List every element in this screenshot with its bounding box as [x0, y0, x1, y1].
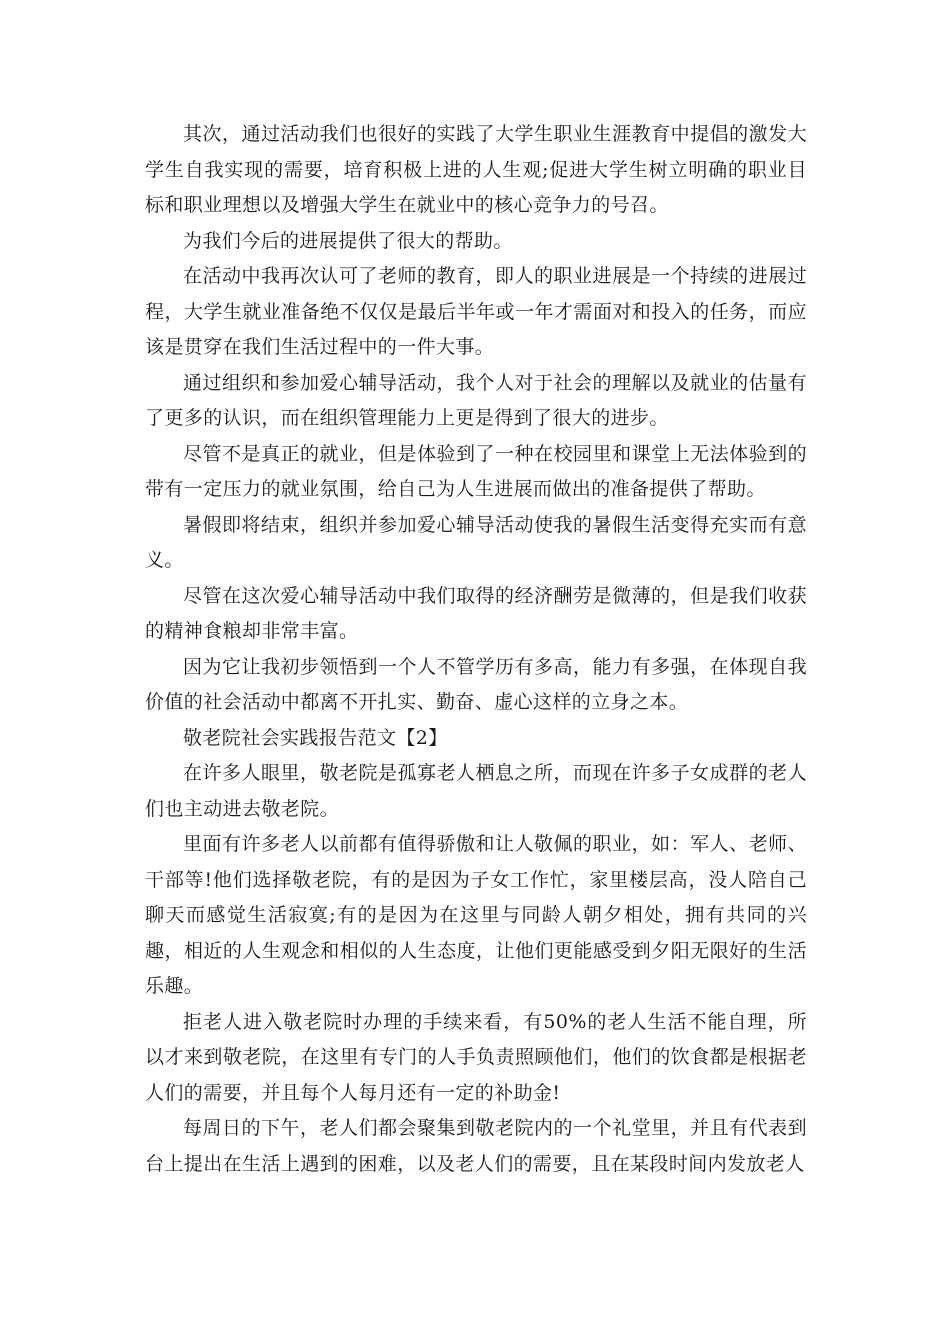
document-body — [145, 117, 807, 1182]
paragraph-2: 为我们今后的进展提供了很大的帮助。 — [183, 229, 513, 252]
paragraph-8: 因为它让我初步领悟到一个人不管学历有多高，能力有多强，在体现自我价值的社会活动中都离不开扎实、勤奋、虚心这样的立身之本。 — [145, 655, 807, 713]
paragraph-10: 在许多人眼里，敬老院是孤寡老人栖息之所，而现在许多子女成群的老人们也主动进去敬老院。 — [145, 762, 807, 820]
paragraph-11: 里面有许多老人以前都有值得骄傲和让人敬佩的职业，如：军人、老师、干部等!他们选择敬老院，有的是因为子女工作忙，家里楼层高，没人陪自己聊天而感觉生活寂寞;有的是因为在这里与同龄人朝夕相处，拥有共同的兴趣，相近的人生观念和相似的人生态度，让他们更能感受到夕阳无限好的生活乐趣。 — [145, 833, 807, 997]
paragraph-1: 其次，通过活动我们也很好的实践了大学生职业生涯教育中提倡的激发大学生自我实现的需要，培育积极上进的人生观;促进大学生树立明确的职业目标和职业理想以及增强大学生在就业中的核心竞争力的号召。 — [145, 123, 807, 216]
paragraph-5: 尽管不是真正的就业，但是体验到了一种在校园里和课堂上无法体验到的带有一定压力的就业氛围，给自己为人生进展而做出的准备提供了帮助。 — [145, 442, 807, 500]
paragraph-3: 在活动中我再次认可了老师的教育，即人的职业进展是一个持续的进展过程，大学生就业准备绝不仅仅是最后半年或一年才需面对和投入的任务，而应该是贯穿在我们生活过程中的一件大事。 — [145, 265, 807, 358]
section-heading: 敬老院社会实践报告范文【2】 — [183, 726, 448, 749]
paragraph-4: 通过组织和参加爱心辅导活动，我个人对于社会的理解以及就业的估量有了更多的认识，而在组织管理能力上更是得到了很大的进步。 — [145, 371, 807, 429]
paragraph-6: 暑假即将结束，组织并参加爱心辅导活动使我的暑假生活变得充实而有意义。 — [145, 513, 807, 571]
paragraph-7: 尽管在这次爱心辅导活动中我们取得的经济酬劳是微薄的，但是我们收获的精神食粮却非常丰富。 — [145, 584, 807, 642]
paragraph-12: 拒老人进入敬老院时办理的手续来看，有50%的老人生活不能自理，所以才来到敬老院，在这里有专门的人手负责照顾他们，他们的饮食都是根据老人们的需要，并且每个人每月还有一定的补助金! — [145, 1010, 807, 1104]
paragraph-13: 每周日的下午，老人们都会聚集到敬老院内的一个礼堂里，并且有代表到台上提出在生活上遇到的困难，以及老人们的需要，且在某段时间内发放老人 — [145, 1117, 807, 1175]
